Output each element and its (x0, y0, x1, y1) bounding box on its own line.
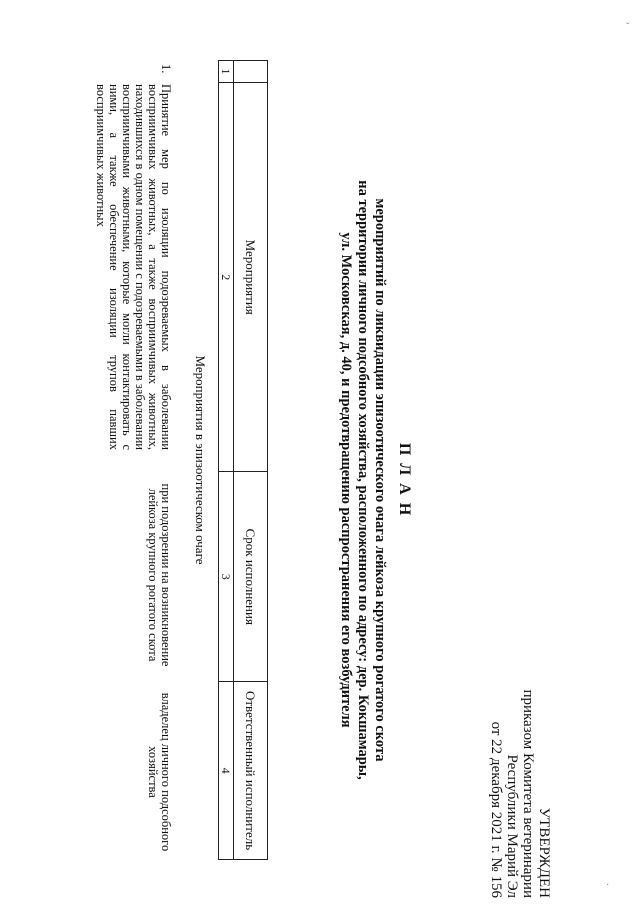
column-number: 4 (219, 682, 234, 860)
column-number: 3 (219, 472, 234, 682)
scan-mark: ˇ (626, 22, 630, 33)
column-number: 2 (219, 82, 234, 471)
approval-line: приказом Комитета ветеринарии (520, 689, 536, 898)
header-term: Срок исполнения (234, 472, 268, 682)
approval-line: Республики Марий Эл (504, 754, 520, 898)
row-number: 1. (159, 64, 173, 74)
header-responsible: Ответственный исполнитель (234, 682, 268, 860)
title-line: на территории личного подсобного хозяйства, расположенного по адресу: дер. Кокшамары, (355, 180, 371, 780)
plan-table (218, 60, 268, 860)
table-header-row (234, 61, 268, 860)
header-activities: Мероприятия (234, 82, 268, 471)
title-line: мероприятий по ликвидации эпизоотического очага лейкоза крупного рогатого скота (372, 198, 388, 762)
approval-line: от 22 декабря 2021 г. № 156 (488, 721, 504, 898)
row-description: Принятие мер по изоляции подозреваемых в заболевании восприимчивых животных, а также восприимчивых животных, находившихся в одном помещении с подозреваемыми в заболевании восприимчивыми животными, которые могли контактировать с ними, а также обеспечение изоляции трупов павших восприимчивых животных (94, 84, 173, 450)
approval-heading: УТВЕРЖДЕН (536, 807, 552, 898)
column-number: 1 (219, 61, 234, 83)
column-numbers-row (219, 61, 234, 860)
approval-stamp (488, 628, 552, 898)
title-heading: П Л А Н (396, 442, 413, 518)
header-number (234, 61, 268, 83)
document-title (337, 150, 414, 810)
scan-mark: · (606, 880, 610, 891)
title-line: ул. Московская, д. 40, и предотвращению распространения его возбудителя (338, 232, 354, 728)
section-heading: Мероприятия в эпизоотическом очаге (193, 355, 208, 565)
row-responsible: владелец личного подсобного хозяйства (146, 692, 173, 852)
row-term: при подозрении на возникновение лейкоза крупного рогатого скота (146, 483, 173, 667)
